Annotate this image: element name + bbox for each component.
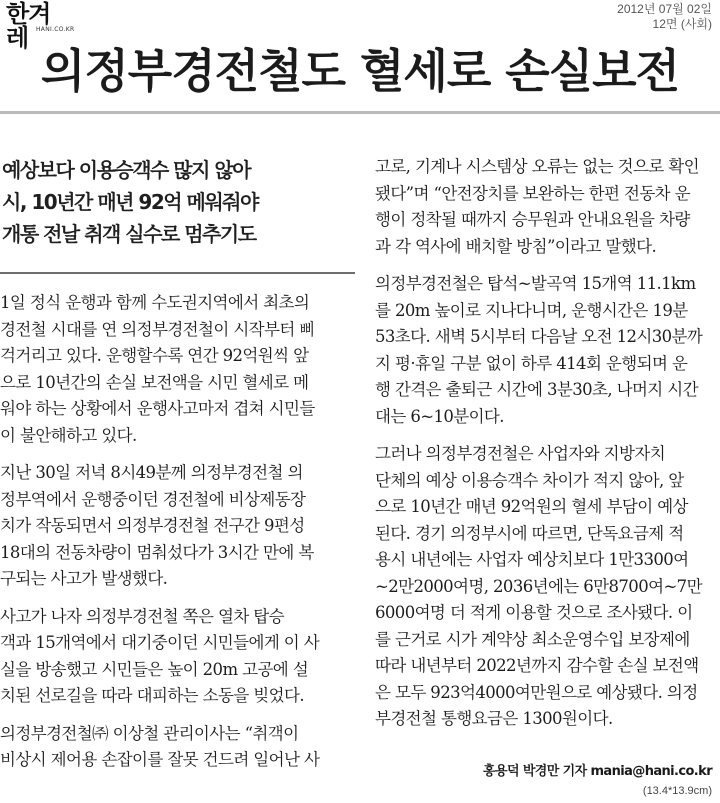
text-line: 실을 방송했고 시민들은 높이 20m 고공에 설 <box>0 659 309 679</box>
text-line: 과 각 역사에 배치할 방침”이라고 말했다. <box>375 236 657 256</box>
text-line: 치된 선로길을 따라 대피하는 소동을 빚었다. <box>0 686 304 705</box>
text-line: 구되는 사고가 발생했다. <box>0 569 168 588</box>
publication-date: 2012년 07월 02일 <box>617 2 712 16</box>
subheadline-line: 예상보다 이용승객수 많지 않아 <box>2 158 251 182</box>
text-line: 지 평·휴일 구분 없이 하루 414회 운행되며 운 <box>375 353 688 373</box>
paragraph <box>0 604 355 710</box>
text-line: 객과 15개역에서 대기중이던 시민들에게 이 사 <box>0 633 320 652</box>
text-line: 18대의 전동차량이 멈춰섰다가 3시간 만에 복 <box>0 542 314 562</box>
paragraph-gap <box>375 430 720 441</box>
text-line: 그러나 의정부경전철은 사업자와 지방자치 <box>375 444 666 463</box>
text-line: 용시 내년에는 사업자 예상치보다 1만3300여 <box>375 550 689 569</box>
paragraph <box>0 290 355 449</box>
text-line: 부경전철 통행요금은 1300원이다. <box>375 709 613 728</box>
text-line: 걱거리고 있다. 운행할수록 연간 92억원씩 앞 <box>0 346 309 365</box>
text-line: 사고가 나자 의정부경전철 쪽은 열차 탑승 <box>0 606 284 626</box>
text-line: 를 20m 높이로 지나다니며, 운행시간은 19분 <box>375 300 688 320</box>
text-line: 의정부경전철㈜ 이상철 관리이사는 “취객이 <box>0 723 299 743</box>
text-line: 워야 하는 상황에서 운행사고마저 겹쳐 시민들 <box>0 399 315 418</box>
subheadline-line: 시, 10년간 매년 92억 메워줘야 <box>2 190 258 214</box>
text-line: 따라 내년부터 2022년까지 감수할 손실 보전액 <box>375 656 699 675</box>
paragraph-gap <box>375 260 720 271</box>
text-line: 치가 작동되면서 의정부경전철 전구간 9편성 <box>0 516 305 535</box>
text-line: 이 불안해하고 있다. <box>0 425 137 445</box>
text-line: 대는 6~10분이다. <box>375 406 504 426</box>
paragraph <box>0 721 355 774</box>
text-line: 은 모두 923억4000여만원으로 예상됐다. 의정 <box>375 682 698 702</box>
subheadline-divider <box>0 272 355 274</box>
text-line: 고로, 기계나 시스템상 오류는 없는 것으로 확인 <box>375 157 699 176</box>
paragraph <box>375 271 720 430</box>
byline: 홍용덕 박경만 기자 mania@hani.co.kr <box>483 764 712 779</box>
subheadline <box>2 154 355 250</box>
publication-meta <box>617 2 712 32</box>
text-line: 행 간격은 출퇴근 시간에 3분30초, 나머지 시간 <box>375 380 698 399</box>
right-column <box>375 150 720 733</box>
paragraph-gap <box>0 710 355 721</box>
left-column <box>0 150 355 774</box>
article-size-note: (13.4*13.9cm) <box>642 785 712 797</box>
right-body-text <box>375 154 720 733</box>
text-line: 행이 정착될 때까지 승무원과 안내요원을 차량 <box>375 210 690 229</box>
headline-divider <box>0 111 720 114</box>
text-line: 1일 정식 운행과 함께 수도권지역에서 최초의 <box>0 293 310 312</box>
text-line: 으로 10년간의 손실 보전액을 시민 혈세로 메 <box>0 372 309 392</box>
text-line: 를 근거로 시가 계약상 최소운영수입 보장제에 <box>375 629 690 649</box>
subheadline-line: 개통 전날 취객 실수로 멈추기도 <box>2 222 256 246</box>
headline: 의정부경전철도 혈세로 손실보전 <box>40 44 680 98</box>
page-section: 12면 (사회) <box>652 17 712 31</box>
paragraph <box>375 154 720 260</box>
paragraph <box>375 441 720 733</box>
text-line: 경전철 시대를 연 의정부경전철이 시작부터 삐 <box>0 319 315 339</box>
text-line: 53초다. 새벽 5시부터 다음날 오전 12시30분까 <box>375 327 703 346</box>
text-line: 단체의 예상 이용승객수 차이가 적지 않아, 앞 <box>375 470 684 490</box>
text-line: 으로 10년간 매년 92억원의 혈세 부담이 예상 <box>375 497 688 516</box>
left-body-text <box>0 290 355 774</box>
paragraph-gap <box>0 593 355 604</box>
text-line: 의정부경전철은 탑석~발곡역 15개역 11.1km <box>375 274 696 293</box>
text-line: 지난 30일 저녁 8시49분께 의정부경전철 의 <box>0 463 303 482</box>
text-line: 6000여명 더 적게 이용할 것으로 조사됐다. 이 <box>375 603 693 622</box>
text-line: 됐다”며 “안전장치를 보완하는 한편 전동차 운 <box>375 183 690 203</box>
text-line: 된다. 경기 의정부시에 따르면, 단독요금제 적 <box>375 523 684 543</box>
paragraph-gap <box>0 449 355 460</box>
paragraph <box>0 460 355 593</box>
logo-text: 한겨레 <box>6 0 51 52</box>
newspaper-logo <box>6 0 75 52</box>
logo-subtext: HANI.CO.KR <box>36 26 75 33</box>
text-line: 비상시 제어용 손잡이를 잘못 건드려 일어난 사 <box>0 750 320 769</box>
text-line: ~2만2000여명, 2036년에는 6만8700여~7만 <box>375 576 702 596</box>
text-line: 정부역에서 운행중이던 경전철에 비상제동장 <box>0 489 306 509</box>
